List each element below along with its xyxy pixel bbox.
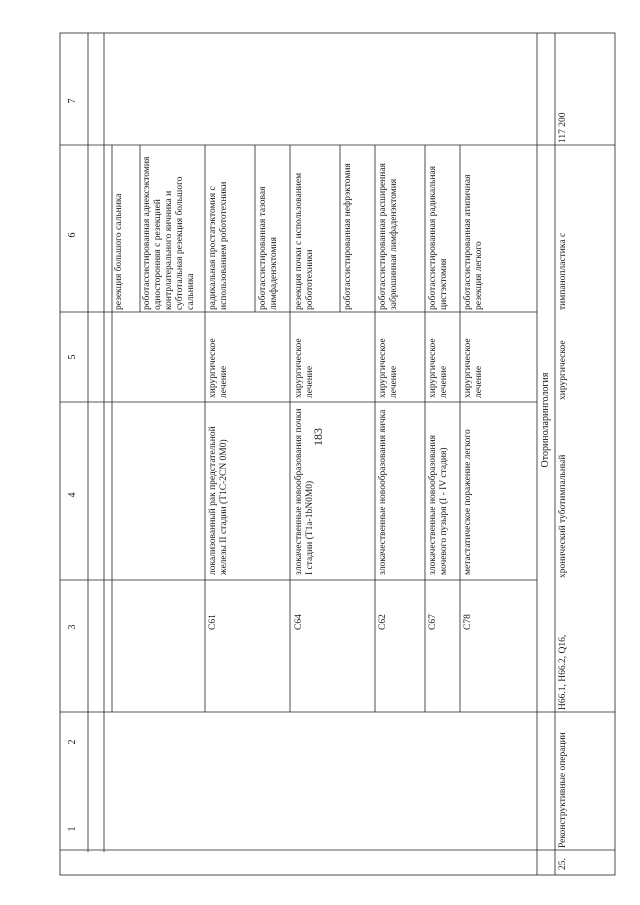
method-cell: роботассистированная атипичная резекция легкого (463, 174, 484, 310)
section-title: Оториноларингология (540, 372, 551, 468)
model-cell: метастатическое поражение легкого (463, 429, 473, 575)
header-col-3: 3 (67, 624, 78, 630)
treatment-cell: хирургическое лечение (428, 338, 449, 398)
row-number: 25. (558, 858, 568, 870)
header-col-1: 1 (67, 826, 78, 832)
row-name: Реконструктивные операции (558, 732, 568, 848)
header-col-4: 4 (67, 492, 78, 498)
header-col-2: 2 (67, 739, 78, 745)
row-codes: H66.1, H66.2, Q16, (558, 634, 568, 710)
code-cell: C64 (294, 614, 304, 630)
method-cell: радикальная простатэктомия с использованием робототехники (208, 181, 229, 310)
row-treatment: хирургическое (558, 340, 568, 400)
model-cell: злокачественные новообразования почки I стадии (T1a-1bN0M0) (294, 408, 315, 575)
method-cell: роботассистированная тазовая лимфаденэктомия (258, 186, 279, 310)
method-cell: резекция большого сальника (114, 193, 124, 310)
method-cell: роботассистированная расширенная забрюшинная лимфаденэктомия (378, 163, 399, 310)
header-col-5: 5 (67, 354, 78, 360)
model-cell: злокачественные новообразования мочевого пузыря (I - IV стадия) (428, 434, 449, 575)
method-cell: роботассистированная нефрэктомия (343, 163, 353, 310)
code-cell: C61 (208, 614, 218, 630)
method-cell: роботассистированная аднексэктомия односторонняя с резекцией контрлатерального яичника и субтотальная резекция большого сальника (142, 156, 196, 310)
header-col-6: 6 (67, 232, 78, 238)
method-cell: роботассистированная радикальная цистэктомия (428, 165, 449, 310)
row-method: тимпанопластика с (558, 232, 568, 310)
code-cell: C67 (428, 614, 438, 630)
row-model: хронический туботимпальный (558, 454, 568, 578)
treatment-cell: хирургическое лечение (463, 338, 484, 398)
code-cell: C62 (378, 614, 388, 630)
method-cell: резекция почки с использованием робототехники (294, 172, 315, 310)
treatment-cell: хирургическое лечение (294, 338, 315, 398)
page-number: 183 (311, 428, 325, 446)
code-cell: C78 (463, 614, 473, 630)
model-cell: локализованный рак предстательной железы II стадии (T1C-2CN 0M0) (208, 426, 229, 575)
row-cost: 117 200 (558, 112, 568, 143)
model-cell: злокачественные новообразования яичка (378, 409, 388, 575)
header-col-7: 7 (67, 98, 78, 104)
treatment-cell: хирургическое лечение (378, 338, 399, 398)
treatment-cell: хирургическое лечение (208, 338, 229, 398)
